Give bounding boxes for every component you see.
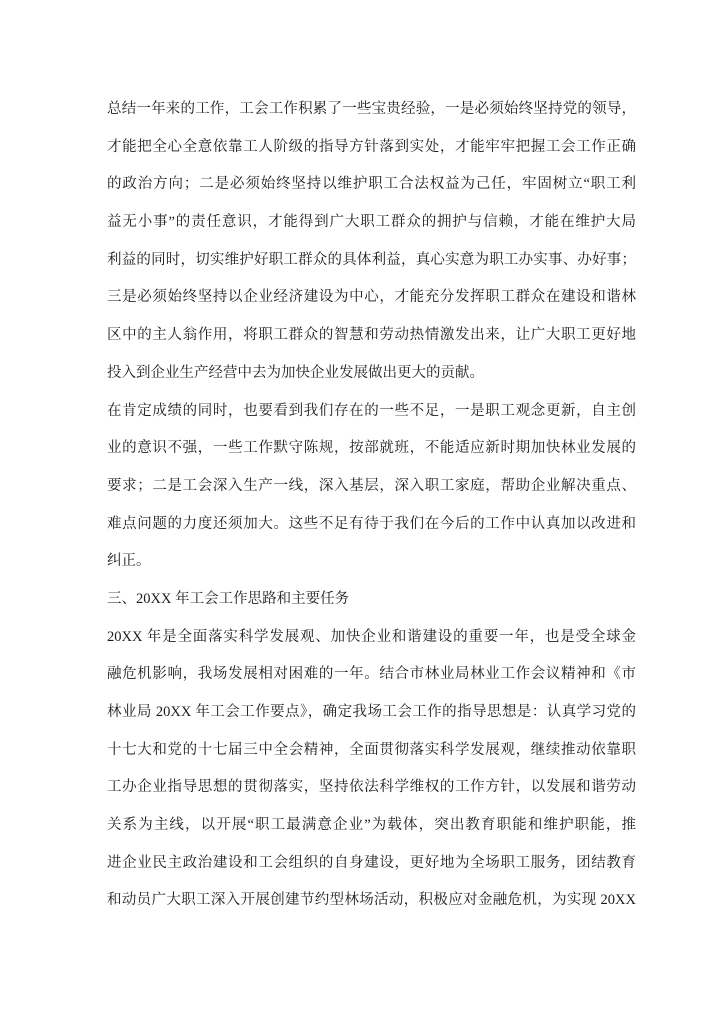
text-line: 在肯定成绩的同时，也要看到我们存在的一些不足，一是职工观念更新，自主创	[107, 402, 636, 419]
document-body	[107, 91, 636, 920]
text-line: 投入到企业生产经营中去为加快企业发展做出更大的贡献。	[107, 364, 484, 381]
text-line: 总结一年来的工作，工会工作积累了一些宝贵经验，一是必须始终坚持党的领导，	[107, 101, 636, 117]
text-line: 纠正。	[107, 553, 151, 570]
text-line: 融危机影响，我场发展相对困难的一年。结合市林业局林业工作会议精神和《市	[107, 666, 636, 683]
text-line: 20XX 年是全面落实科学发展观、加快企业和谐建设的重要一年，也是受全球金	[107, 628, 636, 645]
text-line: 林业局 20XX 年工会工作要点》，确定我场工会工作的指导思想是：认真学习党的	[107, 704, 636, 720]
text-line: 难点问题的力度还须加大。这些不足有待于我们在今后的工作中认真加以改进和	[107, 515, 636, 532]
text-line: 工办企业指导思想的贯彻落实，坚持依法科学维权的工作方针，以发展和谐劳动	[107, 779, 636, 796]
text-line: 益无小事”的责任意识，才能得到广大职工群众的拥护与信赖，才能在维护大局	[107, 214, 636, 231]
section-heading: 三、20XX 年工会工作思路和主要任务	[107, 590, 350, 607]
text-line: 和动员广大职工深入开展创建节约型林场活动，积极应对金融危机，为实现 20XX	[107, 892, 636, 909]
text-line: 要求；二是工会深入生产一线，深入基层，深入职工家庭，帮助企业解决重点、	[107, 477, 636, 494]
text-line: 关系为主线，以开展“职工最满意企业”为载体，突出教育职能和维护职能，推	[107, 817, 636, 834]
text-line: 十七大和党的十七届三中全会精神，全面贯彻落实科学发展观，继续推动依靠职	[107, 741, 636, 758]
text-line: 业的意识不强，一些工作默守陈规，按部就班，不能适应新时期加快林业发展的	[107, 440, 636, 457]
text-line: 的政治方向；二是必须始终坚持以维护职工合法权益为己任，牢固树立“职工利	[107, 176, 636, 193]
text-line: 进企业民主政治建设和工会组织的自身建设，更好地为全场职工服务，团结教育	[107, 854, 636, 871]
text-line: 区中的主人翁作用，将职工群众的智慧和劳动热情激发出来，让广大职工更好地	[107, 327, 636, 344]
text-line: 三是必须始终坚持以企业经济建设为中心，才能充分发挥职工群众在建设和谐林	[107, 289, 636, 306]
text-line: 才能把全心全意依靠工人阶级的指导方针落到实处，才能牢牢把握工会工作正确	[107, 138, 636, 155]
text-line: 利益的同时，切实维护好职工群众的具体利益，真心实意为职工办实事、办好事；	[107, 251, 636, 268]
